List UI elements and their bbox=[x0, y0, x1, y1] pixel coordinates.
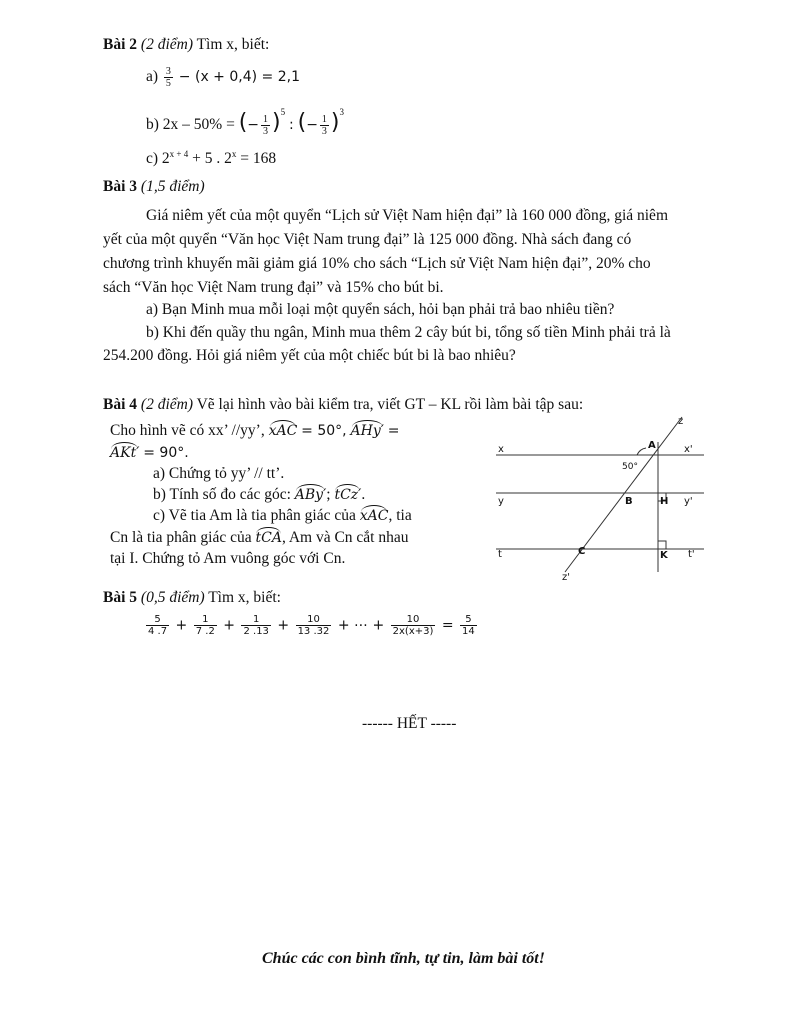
bai5-header bbox=[103, 589, 281, 607]
label-angle: 50° bbox=[622, 462, 638, 472]
label-t: t bbox=[498, 549, 502, 560]
label-y: y bbox=[498, 496, 504, 507]
bai3-points: (1,5 điểm) bbox=[140, 178, 205, 195]
bai3-line1: Giá niêm yết của một quyển “Lịch sử Việt Nam hiện đại” là 160 000 đồng, giá niêm bbox=[146, 207, 668, 224]
bai3-question-b1: b) Khi đến quầy thu ngân, Minh mua thêm 2 cây bút bi, tổng số tiền Minh phải trả là bbox=[146, 324, 671, 341]
bai5-points: (0,5 điểm) bbox=[140, 589, 205, 606]
bai2-header bbox=[103, 36, 269, 54]
bai2-a-label: a) bbox=[146, 68, 159, 86]
label-h: H bbox=[660, 496, 669, 507]
bai2-title: Bài 2 bbox=[103, 36, 138, 53]
bai3-question-b2: 254.200 đồng. Hỏi giá niêm yết của một chiếc bút bi là bao nhiêu? bbox=[103, 347, 516, 364]
geometry-figure bbox=[490, 412, 710, 584]
bai4-points: (2 điểm) bbox=[140, 396, 193, 413]
label-t2: t' bbox=[688, 549, 695, 560]
bai2-b: b) 2x – 50% = (− $\frac{1}{3}$ )$^5$ : (− $\frac{1}{3}$ )$^3$ bbox=[146, 106, 345, 137]
bai3-header bbox=[103, 178, 205, 196]
bai3-title: Bài 3 bbox=[103, 178, 138, 195]
label-z2: z' bbox=[562, 572, 570, 583]
bai2-a-fraction: $\frac{3}{5}$ bbox=[165, 66, 171, 89]
bai5-prompt: Tìm x, biết: bbox=[208, 589, 281, 606]
bai2-a bbox=[146, 66, 300, 89]
label-a: A bbox=[648, 440, 656, 451]
bai3-line3: chương trình khuyến mãi giảm giá 10% cho sách “Lịch sử Việt Nam hiện đại”, 20% cho bbox=[103, 255, 651, 272]
bai4-prompt: Vẽ lại hình vào bài kiểm tra, viết GT – KL rồi làm bài tập sau: bbox=[196, 396, 584, 413]
bai4-title: Bài 4 bbox=[103, 396, 138, 413]
bai3-question-a: a) Bạn Minh mua mỗi loại một quyển sách, hỏi bạn phải trả bao nhiêu tiền? bbox=[146, 301, 615, 318]
bai5-equation: $\frac{5}{4 .7}$ + $\frac{1}{7 .2}$ + $\frac{1}{2 .13}$ + $\frac{10}{13 .32}$ + ⋯ + $\frac{10}{2x(x+3)}$ = $\frac{5}{14}$ bbox=[148, 614, 475, 637]
bai2-points: (2 điểm) bbox=[140, 36, 193, 53]
bai4-given-1: Cho hình vẽ có xx’ //yy’, xAC = 50°, AHy′ = bbox=[110, 422, 400, 439]
right-angle-k bbox=[658, 541, 666, 549]
footer-message: Chúc các con bình tĩnh, tự tin, làm bài tốt! bbox=[262, 950, 545, 967]
bai4-question-c1: c) Vẽ tia Am là tia phân giác của xAC, tia bbox=[153, 507, 412, 524]
label-x: x bbox=[498, 444, 504, 455]
label-z: z bbox=[678, 416, 684, 427]
label-b: B bbox=[625, 496, 633, 507]
bai4-question-c2: Cn là tia phân giác của tCA, Am và Cn cắt nhau bbox=[110, 529, 409, 546]
bai2-a-expr: − (x + 0,4) = 2,1 bbox=[178, 69, 300, 86]
bai4-question-b: b) Tính số đo các góc: ABy′; tCz′. bbox=[153, 486, 366, 503]
bai4-question-a: a) Chứng tỏ yy’ // tt’. bbox=[153, 465, 285, 482]
bai5-title: Bài 5 bbox=[103, 589, 138, 606]
bai4-given-2: AKt′ = 90°. bbox=[110, 445, 189, 461]
bai2-c: c) $2^{x + 4} + 5$ . $2^x = 168$ bbox=[146, 149, 277, 168]
end-marker: ------ HẾT ----- bbox=[362, 715, 457, 732]
label-y2: y' bbox=[684, 496, 693, 507]
angle-arc bbox=[637, 448, 646, 455]
label-k: K bbox=[660, 550, 668, 561]
label-x2: x' bbox=[684, 444, 693, 455]
label-c: C bbox=[578, 546, 586, 557]
bai2-prompt: Tìm x, biết: bbox=[196, 36, 270, 53]
bai4-question-c3: tại I. Chứng tỏ Am vuông góc với Cn. bbox=[110, 550, 346, 567]
bai2-b-label: b) 2x – 50% = bbox=[146, 116, 235, 133]
bai3-line2: yết của một quyển “Văn học Việt Nam trung đại” là 125 000 đồng. Nhà sách đang có bbox=[103, 231, 632, 248]
bai3-line4: sách “Văn học Việt Nam trung đại” và 15% cho bút bi. bbox=[103, 279, 444, 296]
